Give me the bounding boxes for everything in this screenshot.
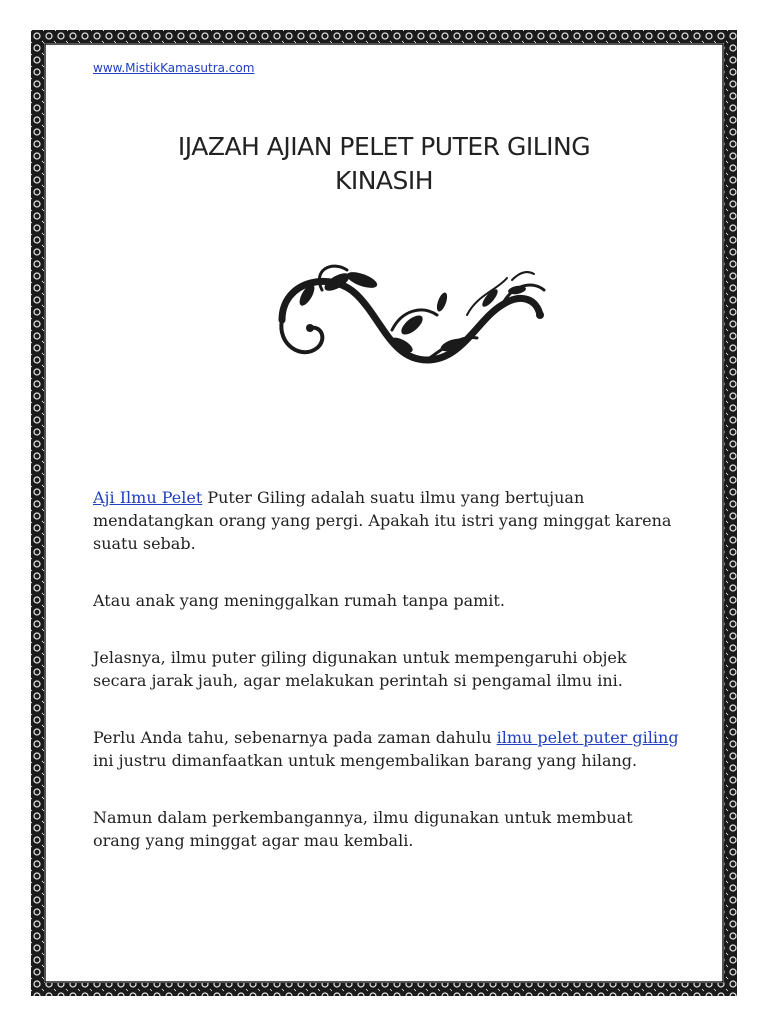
title-line-2: KINASIH — [334, 166, 434, 195]
aji-ilmu-pelet-link[interactable]: Aji Ilmu Pelet — [93, 488, 203, 507]
title-line-1: IJAZAH AJIAN PELET PUTER GILING — [177, 132, 591, 161]
paragraph-4-text-after: ini justru dimanfaatkan untuk mengembalikan barang yang hilang. — [93, 751, 638, 770]
site-link[interactable]: www.MistikKamasutra.com — [93, 61, 255, 75]
document-title — [100, 130, 668, 198]
paragraph-4-text-before: Perlu Anda tahu, sebenarnya pada zaman dahulu — [93, 728, 497, 747]
floral-swirl-ornament-icon — [262, 250, 552, 385]
paragraph-5: Namun dalam perkembangannya, ilmu digunakan untuk membuat orang yang minggat agar mau kembali. — [93, 808, 633, 850]
article-body — [93, 486, 683, 886]
paragraph-2: Atau anak yang meninggalkan rumah tanpa pamit. — [93, 591, 505, 610]
paragraph-4 — [93, 726, 683, 772]
paragraph-1-text: Puter Giling adalah suatu ilmu yang bertujuan mendatangkan orang yang pergi. Apakah itu istri yang minggat karena suatu sebab. — [93, 488, 672, 553]
paragraph-1 — [93, 486, 683, 555]
ilmu-pelet-puter-giling-link[interactable]: ilmu pelet puter giling — [496, 728, 679, 747]
paragraph-3: Jelasnya, ilmu puter giling digunakan untuk mempengaruhi objek secara jarak jauh, agar melakukan perintah si pengamal ilmu ini. — [93, 648, 627, 690]
